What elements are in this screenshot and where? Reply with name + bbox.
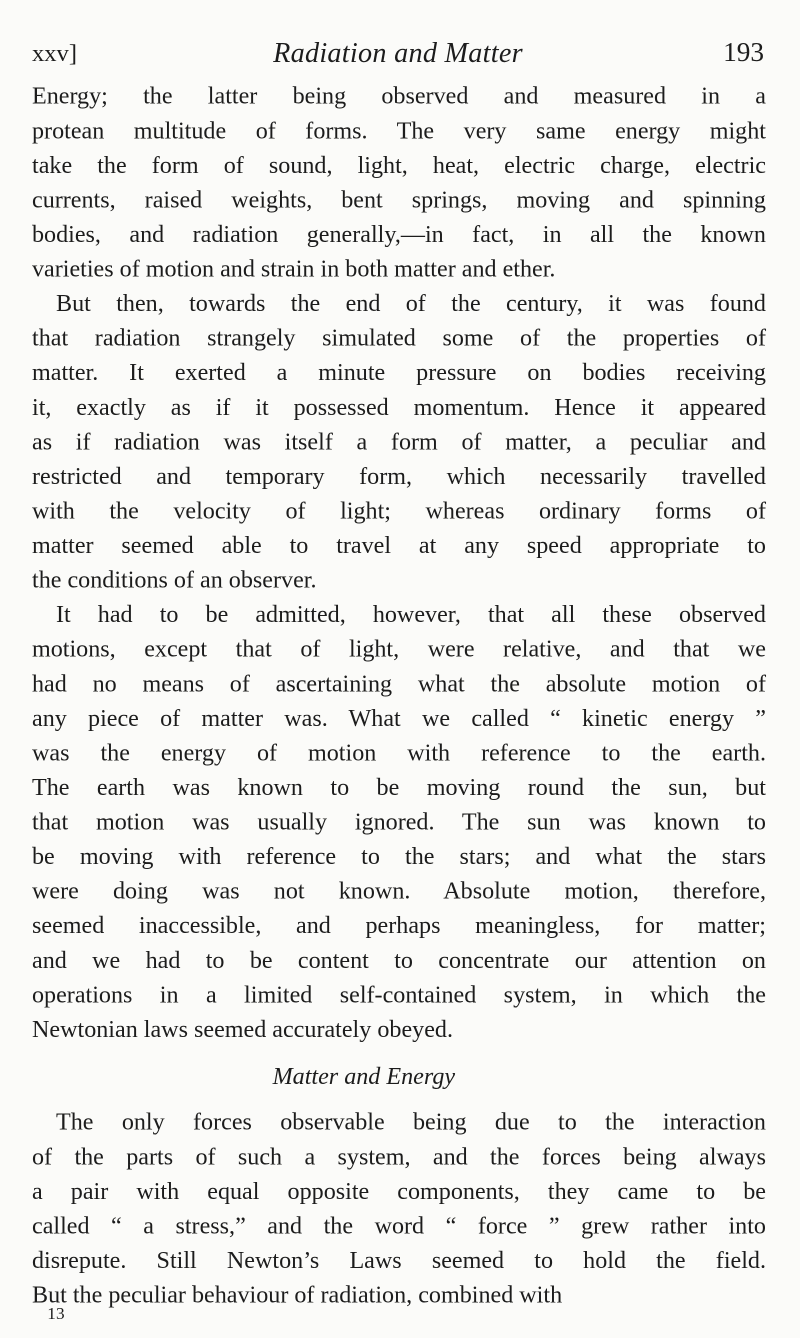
text-line: matter seemed able to travel at any speed appropriate to [31,531,766,559]
text-line: The earth was known to be moving round the sun, but [31,773,766,801]
text-line: of the parts of such a system, and the forces being always [31,1142,766,1170]
text-line: disrepute. Still Newton’s Laws seemed to hold the field. [31,1246,766,1274]
text-line: Newtonian laws seemed accurately obeyed. [31,1015,453,1043]
text-line: bodies, and radiation generally,—in fact, in all the known [31,220,766,248]
page-number: 193 [723,37,764,68]
text-line: motions, except that of light, were relative, and that we [31,634,766,663]
text-line: as if radiation was itself a form of matter, a peculiar and [31,427,766,455]
text-line: the conditions of an observer. [31,565,317,594]
running-title: Radiation and Matter [273,36,523,69]
text-line: The only forces observable being due to the interaction [55,1107,766,1136]
text-line: restricted and temporary form, which necessarily travelled [31,462,766,490]
text-line: operations in a limited self-contained system, in which the [31,980,766,1008]
text-line: But the peculiar behaviour of radiation, combined with [31,1280,563,1308]
text-line: varieties of motion and strain in both matter and ether. [31,254,556,282]
signature-mark: 13 [47,1304,65,1324]
text-line: Energy; the latter being observed and measured in a [31,81,766,110]
text-line: were doing was not known. Absolute motion, therefore, [31,876,766,905]
text-line: it, exactly as if it possessed momentum. Hence it appeared [31,392,766,421]
running-head [32,35,764,71]
text-line: protean multitude of forms. The very same energy might [31,116,766,144]
text-line: seemed inaccessible, and perhaps meaningless, for matter; [31,911,766,939]
text-line: had no means of ascertaining what the absolute motion of [31,669,766,697]
text-line: that motion was usually ignored. The sun was known to [31,807,766,835]
text-line: It had to be admitted, however, that all these observed [55,600,766,628]
text-line: But then, towards the end of the century, it was found [55,289,766,317]
text-line: that radiation strangely simulated some of the properties of [31,323,766,352]
text-line: take the form of sound, light, heat, electric charge, electric [31,150,766,179]
text-line: any piece of matter was. What we called “ kinetic energy ” [31,704,766,732]
text-line: currents, raised weights, bent springs, moving and spinning [31,185,766,213]
text-line: matter. It exerted a minute pressure on bodies receiving [31,358,766,386]
chapter-number: xxv] [31,39,78,67]
text-line: a pair with equal opposite components, they came to be [31,1177,766,1205]
section-heading: Matter and Energy [272,1062,456,1090]
text-line: was the energy of motion with reference to the earth. [31,738,766,766]
text-line: called “ a stress,” and the word “ force ” grew rather into [31,1211,766,1239]
text-line: and we had to be content to concentrate our attention on [31,945,766,974]
text-line: with the velocity of light; whereas ordinary forms of [31,496,766,524]
text-line: be moving with reference to the stars; and what the stars [31,842,766,870]
